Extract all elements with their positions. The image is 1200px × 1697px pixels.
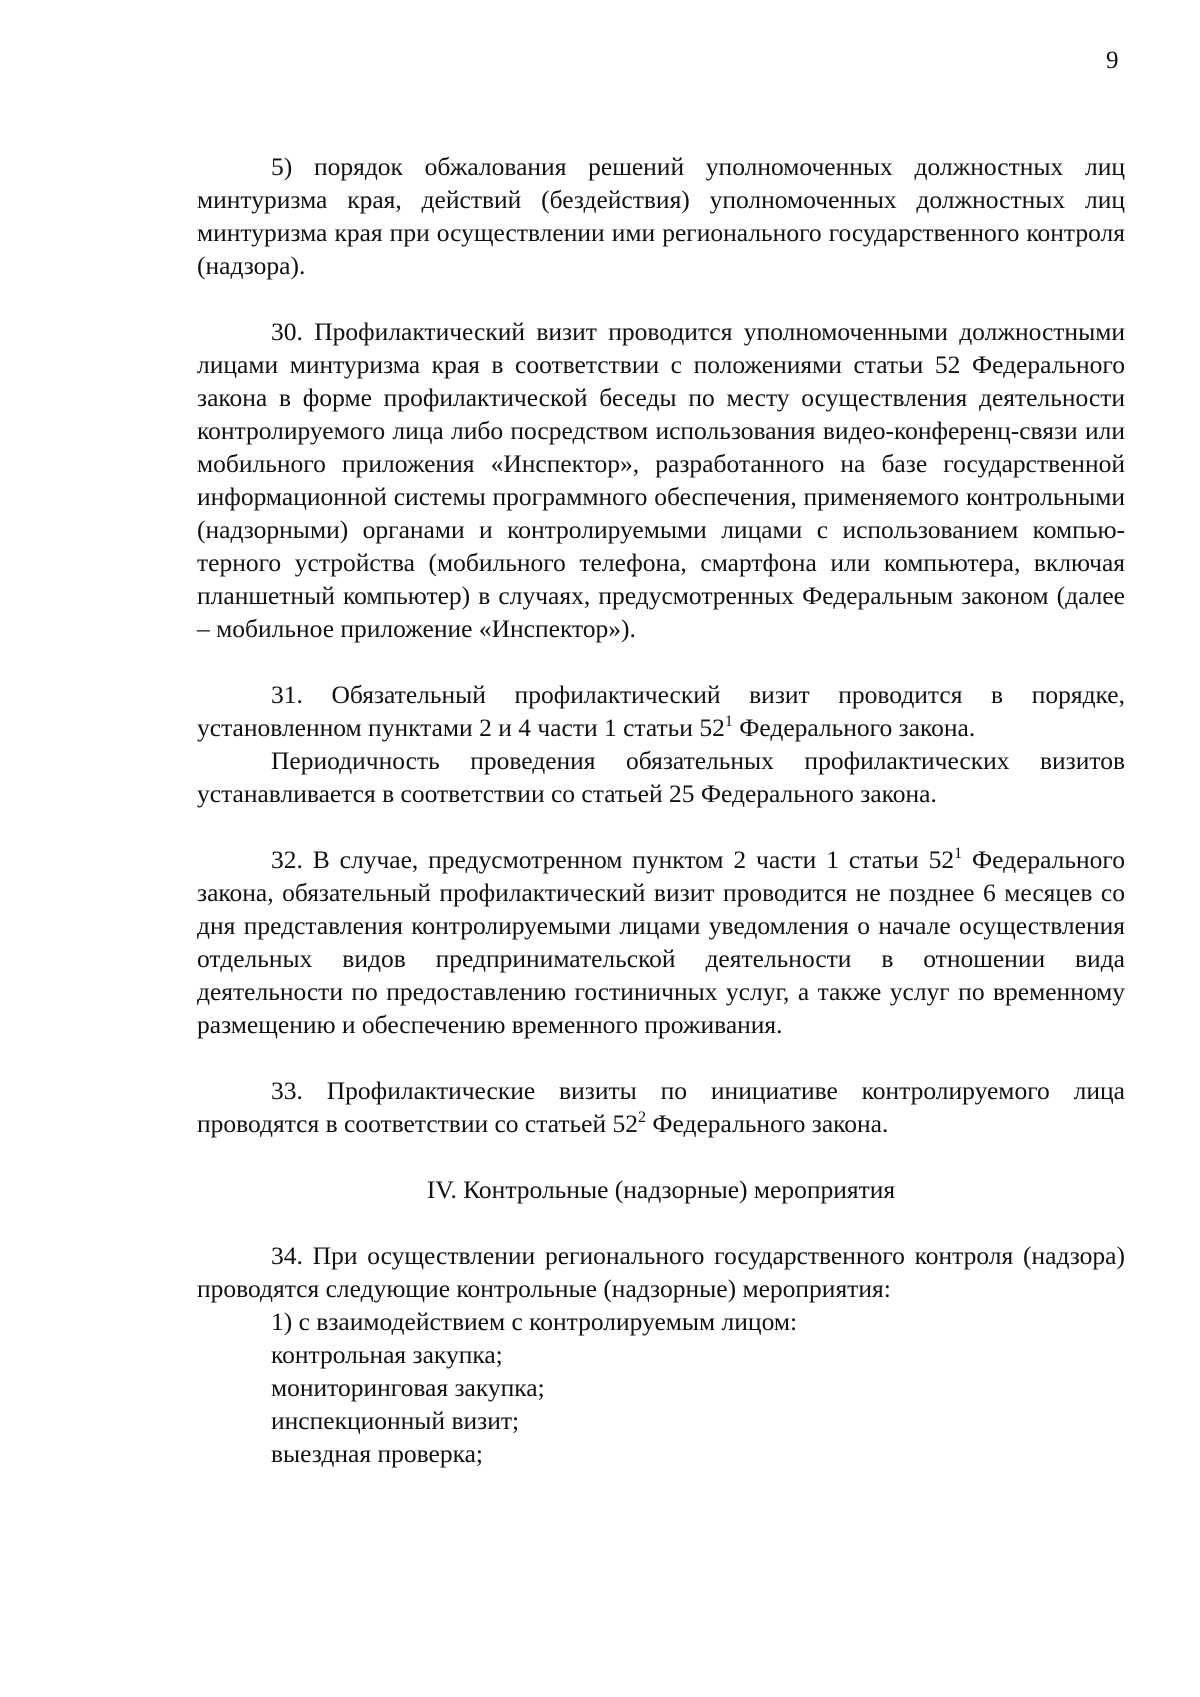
paragraph-31-text-end: Федерального закона. — [732, 713, 976, 742]
paragraph-32-text-end: Федерального закона, обязательный профилактический визит проводится не позднее 6 месяцев со дня представления контролируемыми лицами уведомления о начале осуществления отдельных видов предпринимательской деятельности в отношении вида деятельности по предоставлению гостиничных услуг, а также услуг по временному размещению и обеспечению временного проживания. — [197, 845, 1125, 1039]
list-item-interaction: 1) с взаимодействием с контролируемым лицом: — [271, 1307, 798, 1336]
list-item-field-check: выездная проверка; — [271, 1439, 483, 1468]
paragraph-33 — [197, 1074, 1125, 1140]
list-item-control-purchase: контрольная закупка; — [271, 1340, 503, 1369]
paragraph-34: 34. При осуществлении регионального государственного контроля (надзора) проводятся следующие контрольные (надзорные) мероприятия: — [197, 1241, 1125, 1303]
page-number: 9 — [1106, 47, 1119, 74]
paragraph-32 — [197, 843, 1125, 1041]
superscript-2: 2 — [637, 1109, 646, 1126]
document-body — [197, 150, 1125, 1470]
paragraph-30: 30. Профилактический визит проводится уполномоченными должностными лицами минтуризма края в соответствии с положениями статьи 52 Федерального закона в форме профилактической беседы по месту осуществления деятельности контролируемого лица либо посредством использования видео-конференц-связи или мобильного приложения «Инспектор», разработанного на базе государственной информационной системы программного обеспечения, применяемого контрольными (надзорными) органами и контролируемыми лицами с использованием компьютерного устройства (мобильного телефона, смартфона или компьютера, включая планшетный компьютер) в случаях, предусмотренных Федеральным законом (далее – мобильное приложение «Инспектор»). — [197, 317, 1125, 643]
paragraph-31-text: 31. Обязательный профилактический визит проводится в порядке, установленном пунктами 2 и 4 части 1 статьи 52 — [197, 680, 1125, 742]
list-item-monitoring-purchase: мониторинговая закупка; — [271, 1373, 545, 1402]
list-item-inspection-visit: инспекционный визит; — [271, 1406, 520, 1435]
paragraph-33-text-end: Федерального закона. — [645, 1109, 889, 1138]
paragraph-33-text: 33. Профилактические визиты по инициативе контролируемого лица проводятся в соответствии со статьей 52 — [197, 1076, 1125, 1138]
paragraph-5: 5) порядок обжалования решений уполномоченных должностных лиц минтуризма края, действий (бездействия) уполномоченных должностных лиц минтуризма края при осуществлении ими регионального государственного контроля (надзора). — [197, 152, 1125, 280]
paragraph-31 — [197, 678, 1125, 744]
section-iv-title: IV. Контрольные (надзорные) мероприятия — [426, 1175, 896, 1204]
superscript-1: 1 — [954, 845, 963, 862]
paragraph-31-periodicity: Периодичность проведения обязательных профилактических визитов устанавливается в соответствии со статьей 25 Федерального закона. — [197, 746, 1125, 808]
paragraph-32-text: 32. В случае, предусмотренном пунктом 2 части 1 статьи 52 — [271, 845, 955, 874]
superscript-1: 1 — [724, 713, 733, 730]
